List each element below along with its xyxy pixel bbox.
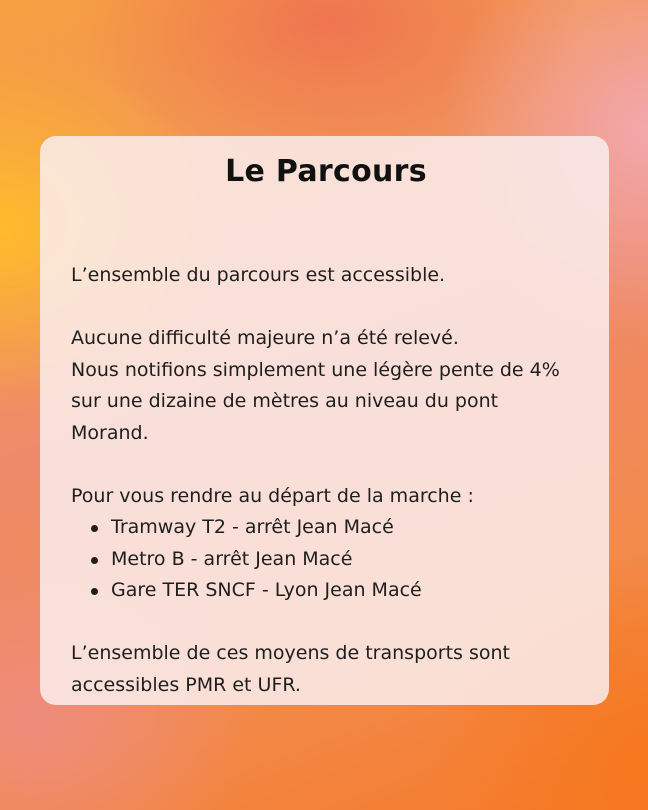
details-paragraph <box>71 323 581 449</box>
closing-line: accessibles PMR et UFR. <box>71 673 301 696</box>
list-item: Metro B - arrêt Jean Macé <box>91 544 581 576</box>
spacer <box>71 449 581 481</box>
details-line: Morand. <box>71 421 149 444</box>
list-item: Gare TER SNCF - Lyon Jean Macé <box>91 575 581 607</box>
intro-text: L’ensemble du parcours est accessible. <box>71 264 446 286</box>
details-line: Aucune difficulté majeure n’a été relevé. <box>71 327 459 349</box>
closing-line: L’ensemble de ces moyens de transports sont <box>71 642 510 664</box>
closing-paragraph <box>71 638 581 701</box>
spacer <box>71 292 581 324</box>
directions-heading: Pour vous rendre au départ de la marche : <box>71 484 474 507</box>
card-body <box>71 260 581 701</box>
details-line: sur une dizaine de mètres au niveau du pont <box>71 390 499 412</box>
transport-list <box>71 512 581 607</box>
details-line: Nous notifions simplement une légère pente de 4% <box>71 358 560 381</box>
card-title: Le Parcours <box>225 154 427 189</box>
info-card <box>40 136 609 705</box>
spacer <box>71 607 581 639</box>
list-item: Tramway T2 - arrêt Jean Macé <box>91 512 581 544</box>
